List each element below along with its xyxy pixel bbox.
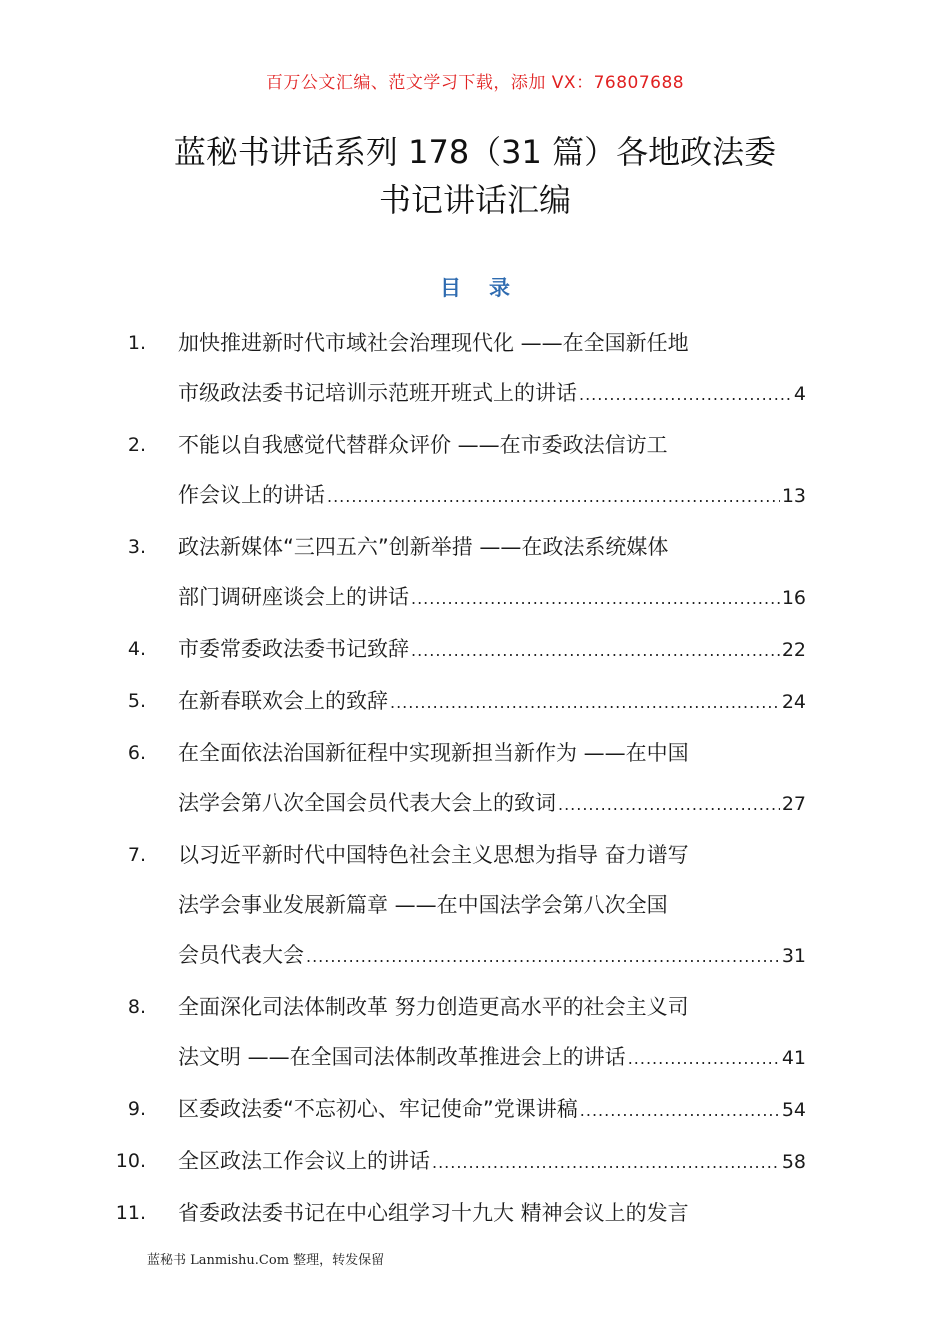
toc-item-last-line (178, 368, 806, 420)
toc-item-last-line (178, 778, 806, 830)
toc-item[interactable] (100, 676, 806, 728)
toc-item-number: 8. (127, 996, 146, 1018)
toc-dot-leader (411, 574, 780, 624)
toc-dot-leader (327, 472, 780, 522)
toc-item-title-line: 会员代表大会 (178, 943, 304, 967)
toc-item-title-line: 市委常委政法委书记致辞 (178, 637, 409, 661)
toc-item[interactable] (100, 522, 806, 624)
toc-item-title-line: 以习近平新时代中国特色社会主义思想为指导 奋力谱写 (178, 843, 689, 867)
toc-item[interactable] (100, 1084, 806, 1136)
toc-item-number: 9. (127, 1098, 146, 1120)
toc-item-title-line: 政法新媒体“三四五六”创新举措 ——在政法系统媒体 (178, 535, 669, 559)
toc-page-number: 27 (781, 793, 806, 815)
toc-item-title-line: 法文明 ——在全国司法体制改革推进会上的讲话 (178, 1045, 626, 1069)
toc-item-last-line (178, 1136, 806, 1188)
toc-page-number: 31 (781, 945, 806, 967)
toc-dot-leader (579, 370, 792, 420)
toc-item-title-line: 全区政法工作会议上的讲话 (178, 1149, 430, 1173)
toc-item[interactable] (100, 624, 806, 676)
toc-item-number: 4. (127, 638, 146, 660)
title-line-1: 蓝秘书讲话系列 178（31 篇）各地政法委 (173, 133, 777, 171)
toc-item[interactable] (100, 830, 806, 982)
toc-dot-leader (580, 1086, 780, 1136)
title-line-2: 书记讲话汇编 (378, 181, 571, 219)
toc-item-last-line (178, 930, 806, 982)
toc-page-number: 58 (781, 1151, 806, 1173)
toc-item-title-line: 不能以自我感觉代替群众评价 ——在市委政法信访工 (178, 433, 668, 457)
toc-item-title-line: 省委政法委书记在中心组学习十九大 精神会议上的发言 (178, 1201, 689, 1225)
toc-item-number: 11. (115, 1202, 146, 1224)
toc-item-title-line: 作会议上的讲话 (178, 483, 325, 507)
toc-dot-leader (390, 678, 780, 728)
toc-item-title-line: 在新春联欢会上的致辞 (178, 689, 388, 713)
toc-item[interactable] (100, 420, 806, 522)
toc-page-number: 22 (781, 639, 806, 661)
toc-item-title-line: 法学会事业发展新篇章 ——在中国法学会第八次全国 (178, 893, 668, 917)
toc-dot-leader (432, 1138, 780, 1188)
header-notice: 百万公文汇编、范文学习下载，添加 VX：76807688 (265, 73, 685, 93)
toc-item-number: 7. (127, 844, 146, 866)
toc-item-title-line: 全面深化司法体制改革 努力创造更高水平的社会主义司 (178, 995, 689, 1019)
document-title (100, 128, 850, 224)
toc-item-number: 3. (127, 536, 146, 558)
toc-item-title-line: 市级政法委书记培训示范班开班式上的讲话 (178, 381, 577, 405)
toc-item[interactable] (100, 728, 806, 830)
toc-item-title-line: 加快推进新时代市域社会治理现代化 ——在全国新任地 (178, 331, 689, 355)
toc-page-number: 24 (781, 691, 806, 713)
toc-item[interactable] (100, 982, 806, 1084)
toc-page-number: 16 (781, 587, 806, 609)
toc-item-number: 1. (127, 332, 146, 354)
toc-dot-leader (558, 780, 780, 830)
toc-item-title-line: 在全面依法治国新征程中实现新担当新作为 ——在中国 (178, 741, 689, 765)
toc-item-title-line: 区委政法委“不忘初心、牢记使命”党课讲稿 (178, 1097, 578, 1121)
toc-page-number: 13 (781, 485, 806, 507)
toc-item-last-line (178, 470, 806, 522)
toc-item-last-line (178, 1032, 806, 1084)
toc-dot-leader (628, 1034, 780, 1084)
toc-item[interactable] (100, 1136, 806, 1188)
toc-item-number: 2. (127, 434, 146, 456)
toc-item-title-line: 法学会第八次全国会员代表大会上的致词 (178, 791, 556, 815)
toc-item-last-line (178, 572, 806, 624)
toc-item-number: 6. (127, 742, 146, 764)
toc-item-last-line (178, 676, 806, 728)
toc-dot-leader (411, 626, 780, 676)
toc-item[interactable] (100, 318, 806, 420)
table-of-contents (100, 318, 806, 1238)
toc-item-number: 10. (115, 1150, 146, 1172)
toc-dot-leader (306, 932, 780, 982)
toc-item-last-line (178, 1084, 806, 1136)
toc-heading: 目录 (440, 276, 538, 300)
toc-item[interactable] (100, 1188, 806, 1238)
toc-item-number: 5. (127, 690, 146, 712)
toc-page-number: 41 (781, 1047, 806, 1069)
toc-page-number: 4 (793, 383, 806, 405)
toc-page-number: 54 (781, 1099, 806, 1121)
footer-note: 蓝秘书 Lanmishu.Com 整理，转发保留 (147, 1253, 385, 1268)
toc-item-title-line: 部门调研座谈会上的讲话 (178, 585, 409, 609)
toc-item-last-line (178, 624, 806, 676)
